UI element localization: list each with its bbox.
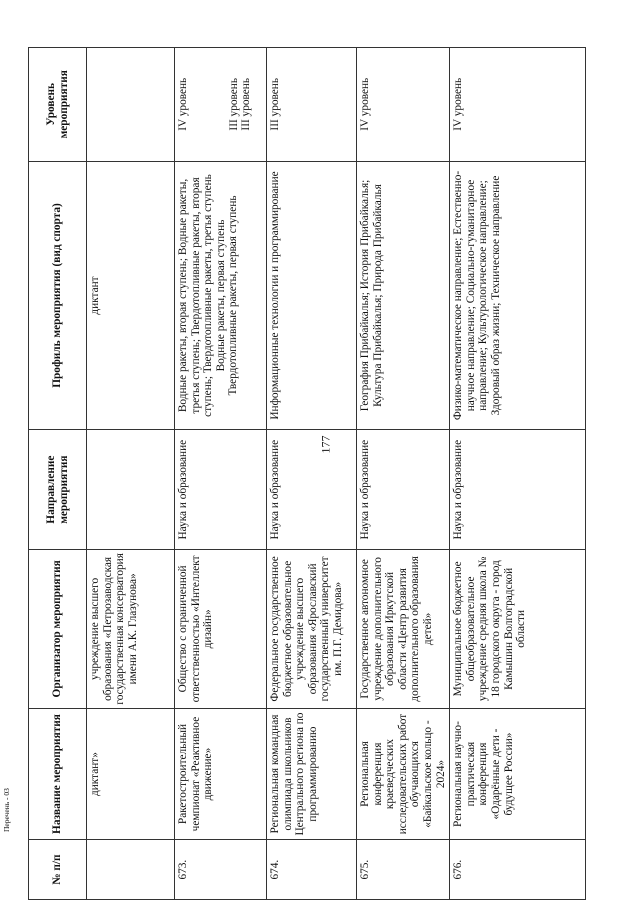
row-num [87, 840, 175, 900]
row-name: Ракетостроительный чемпионат «Реактивное движение» [175, 708, 267, 839]
row-num: 674. [267, 840, 357, 900]
table-row [175, 48, 267, 900]
footer-note: Перечень - 03 [2, 788, 11, 832]
level-item: III уровень [269, 78, 281, 131]
row-organizer: Общество с ограниченной ответственностью «Интеллект дизайн» [175, 549, 267, 708]
row-level [267, 48, 357, 162]
table-row [450, 48, 586, 900]
row-level [357, 48, 450, 162]
row-level [87, 48, 175, 162]
rotated-table-container [28, 47, 586, 900]
table-row [357, 48, 450, 900]
header-profile: Профиль мероприятия (вид спорта) [29, 161, 87, 430]
row-direction: Наука и образование [357, 430, 450, 549]
header-direction: Направление мероприятия [29, 430, 87, 549]
row-profile [450, 161, 586, 430]
header-organizer: Организатор мероприятия [29, 549, 87, 708]
table-row [267, 48, 357, 900]
row-profile [357, 161, 450, 430]
row-organizer: учреждение высшего образования «Петрозаводская государственная консерватория имени А.К. Глазунова» [87, 549, 175, 708]
row-profile [175, 161, 267, 430]
header-name: Название мероприятия [29, 708, 87, 839]
row-direction [87, 430, 175, 549]
row-num: 675. [357, 840, 450, 900]
row-level [175, 48, 267, 162]
level-item: III уровень [240, 78, 253, 131]
row-direction: Наука и образование [450, 430, 586, 549]
row-organizer: Федеральное государственное бюджетное образовательное учреждение высшего образования «Ярославский государственный университет им. П.Г. Демидова» [267, 549, 357, 708]
profile-item: диктант [89, 276, 101, 315]
level-item: IV уровень [452, 77, 465, 131]
row-num: 673. [175, 840, 267, 900]
profile-item: Физико-математическое направление; Естественно-научное направление; Социально-гуманитарное направление; Культурологическое направление; Здоровый образ жизни; Техническое направление [452, 170, 502, 421]
row-name: диктант» [87, 708, 175, 839]
header-level: Уровень мероприятия [29, 48, 87, 162]
row-direction: Наука и образование [175, 430, 267, 549]
profile-item: Водные ракеты, вторая ступень; Водные ракеты, третья ступень; Твердотопливные ракеты, вторая ступень; Твердотопливные ракеты, третья ступень [177, 174, 215, 417]
row-profile [87, 161, 175, 430]
row-organizer: Государственное автономное учреждение дополнительного образования Иркутской области «Центр развития дополнительного образования детей» [357, 549, 450, 708]
row-name: Региональная научно-практическая конференция «Одарённые дети - будущее России» [450, 708, 586, 839]
profile-item: Водные ракеты, первая ступень [214, 219, 227, 372]
row-name: Региональная командная олимпиада школьников Центрального региона по программированию [267, 708, 357, 839]
profile-item: Информационные технологии и программирование [269, 171, 281, 420]
profile-item: География Прибайкалья; История Прибайкалья; Культура Прибайкалья; Природа Прибайкалья [359, 179, 384, 412]
level-item: IV уровень [359, 77, 371, 131]
row-num: 676. [450, 840, 586, 900]
profile-item: Твердотопливные ракеты, первая ступень [227, 195, 240, 396]
page-number: 177 [318, 435, 333, 454]
events-table [28, 47, 586, 900]
level-item: III уровень [227, 78, 240, 131]
row-organizer: Муниципальное бюджетное общеобразовательное учреждение средняя школа № 18 городского округа - город Камышин Волгоградской области [450, 549, 586, 708]
row-direction: Наука и образование [267, 430, 357, 549]
header-num: № п/п [29, 840, 87, 900]
row-name: Региональная конференция краеведческих исследовательских работ обучающихся «Байкальское кольцо - 2024» [357, 708, 450, 839]
row-level [450, 48, 586, 162]
level-item: IV уровень [177, 77, 189, 131]
row-profile [267, 161, 357, 430]
table-row [87, 48, 175, 900]
table-header-row [29, 48, 87, 900]
